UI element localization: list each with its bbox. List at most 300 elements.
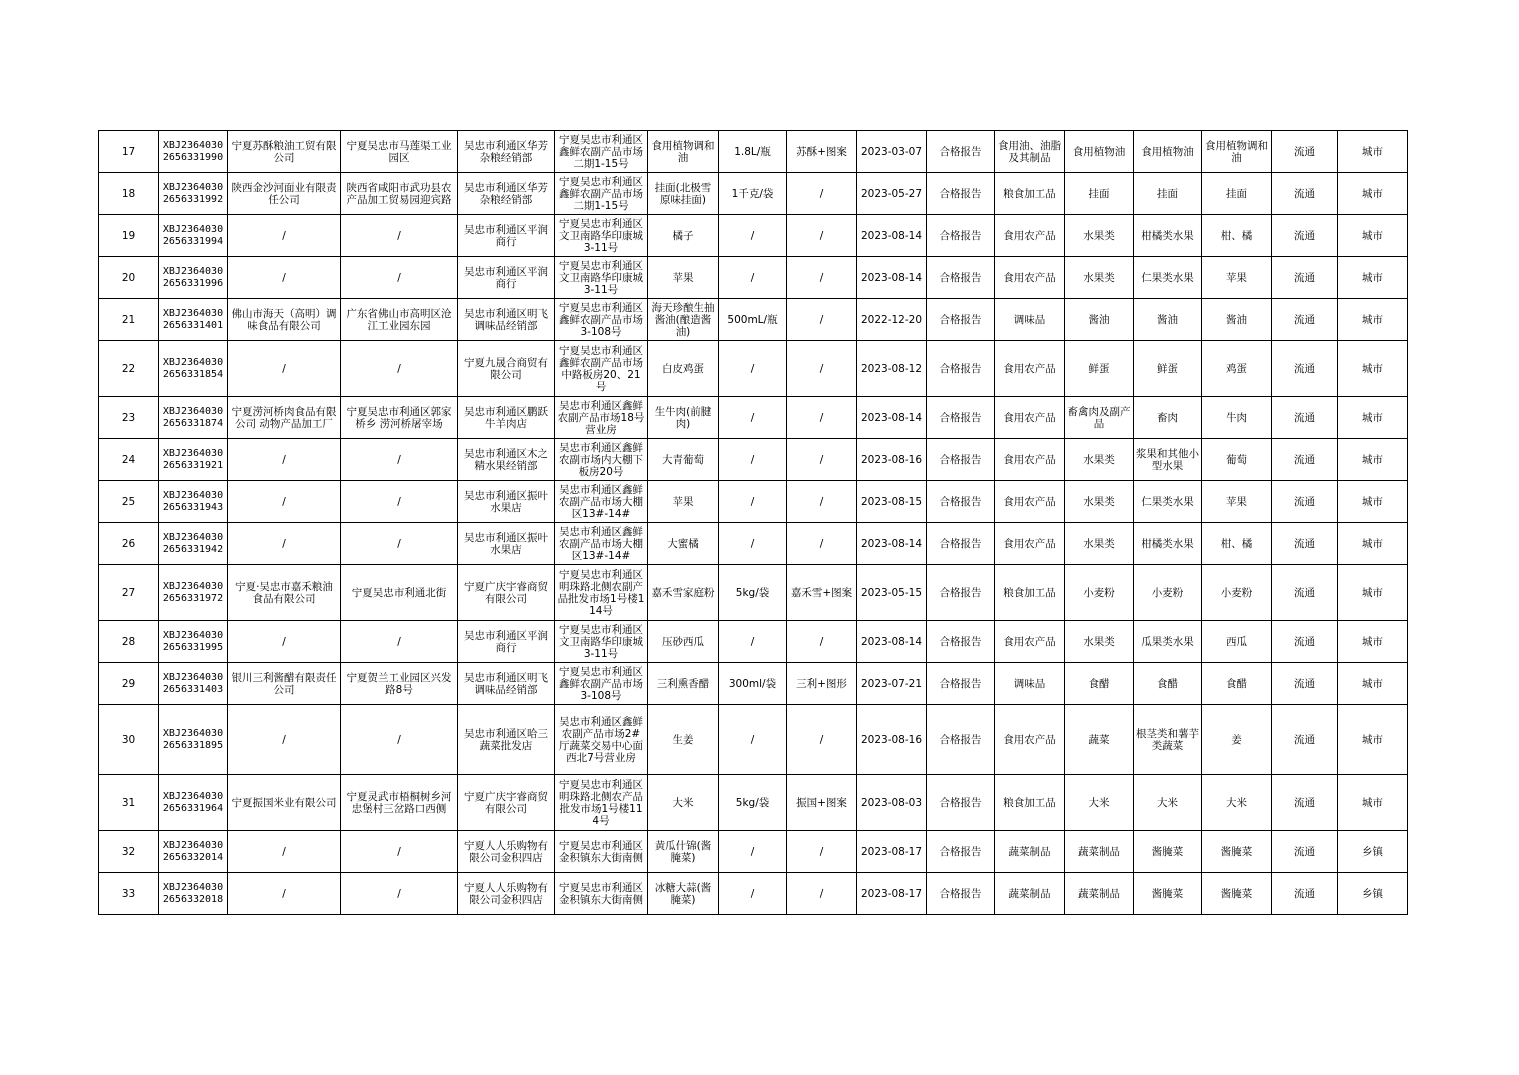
result-cell: 合格报告 <box>927 873 995 915</box>
result-cell: 合格报告 <box>927 257 995 299</box>
row-number-cell: 17 <box>99 131 159 173</box>
area-type-cell: 城市 <box>1338 341 1408 397</box>
area-type-cell: 城市 <box>1338 621 1408 663</box>
seller-address-cell: 宁夏吴忠市利通区鑫鲜农副产品市场二期1-15号 <box>555 173 648 215</box>
result-cell: 合格报告 <box>927 565 995 621</box>
result-cell: 合格报告 <box>927 439 995 481</box>
seller-name-cell: 吴忠市利通区平润商行 <box>458 257 555 299</box>
production-date-cell: 2023-07-21 <box>857 663 927 705</box>
brand-cell: / <box>787 397 857 439</box>
production-date-cell: 2023-08-12 <box>857 341 927 397</box>
sample-code-cell: XBJ2364030 2656332014 <box>159 831 228 873</box>
area-type-cell: 城市 <box>1338 173 1408 215</box>
sampling-link-cell: 流通 <box>1272 705 1338 775</box>
seller-name-cell: 吴忠市利通区木之精水果经销部 <box>458 439 555 481</box>
result-cell: 合格报告 <box>927 481 995 523</box>
producer-address-cell: / <box>341 439 458 481</box>
category-l2-cell: 酱油 <box>1065 299 1134 341</box>
row-number-cell: 21 <box>99 299 159 341</box>
sampling-link-cell: 流通 <box>1272 341 1338 397</box>
category-l4-cell: 酱腌菜 <box>1202 831 1272 873</box>
category-l2-cell: 水果类 <box>1065 215 1134 257</box>
producer-address-cell: 宁夏吴忠市利通北街 <box>341 565 458 621</box>
producer-name-cell: / <box>228 621 341 663</box>
category-l1-cell: 食用农产品 <box>995 215 1065 257</box>
sample-code-cell: XBJ2364030 2656331996 <box>159 257 228 299</box>
producer-name-cell: / <box>228 831 341 873</box>
category-l1-cell: 食用农产品 <box>995 705 1065 775</box>
seller-name-cell: 吴忠市利通区鹏跃牛羊肉店 <box>458 397 555 439</box>
production-date-cell: 2023-08-14 <box>857 397 927 439</box>
product-name-cell: 冰糖大蒜(酱腌菜) <box>648 873 719 915</box>
result-cell: 合格报告 <box>927 299 995 341</box>
brand-cell: / <box>787 341 857 397</box>
sampling-link-cell: 流通 <box>1272 299 1338 341</box>
result-cell: 合格报告 <box>927 215 995 257</box>
category-l4-cell: 小麦粉 <box>1202 565 1272 621</box>
category-l3-cell: 酱腌菜 <box>1134 831 1202 873</box>
product-name-cell: 海天珍酿生抽酱油(酿造酱油) <box>648 299 719 341</box>
producer-address-cell: / <box>341 621 458 663</box>
sample-code-cell: XBJ2364030 2656331990 <box>159 131 228 173</box>
sample-code-cell: XBJ2364030 2656331964 <box>159 775 228 831</box>
table-row <box>99 173 1408 215</box>
table-row <box>99 397 1408 439</box>
area-type-cell: 城市 <box>1338 565 1408 621</box>
sampling-link-cell: 流通 <box>1272 173 1338 215</box>
category-l4-cell: 牛肉 <box>1202 397 1272 439</box>
producer-address-cell: / <box>341 257 458 299</box>
row-number-cell: 26 <box>99 523 159 565</box>
category-l4-cell: 西瓜 <box>1202 621 1272 663</box>
brand-cell: / <box>787 257 857 299</box>
seller-name-cell: 吴忠市利通区哈三蔬菜批发店 <box>458 705 555 775</box>
category-l4-cell: 葡萄 <box>1202 439 1272 481</box>
brand-cell: / <box>787 299 857 341</box>
row-number-cell: 31 <box>99 775 159 831</box>
category-l2-cell: 水果类 <box>1065 523 1134 565</box>
table-row <box>99 523 1408 565</box>
table-row <box>99 481 1408 523</box>
seller-address-cell: 宁夏吴忠市利通区鑫鲜农副产品市场3-108号 <box>555 299 648 341</box>
product-name-cell: 白皮鸡蛋 <box>648 341 719 397</box>
table-row <box>99 565 1408 621</box>
production-date-cell: 2023-05-15 <box>857 565 927 621</box>
brand-cell: 苏酥+图案 <box>787 131 857 173</box>
area-type-cell: 城市 <box>1338 663 1408 705</box>
production-date-cell: 2022-12-20 <box>857 299 927 341</box>
product-name-cell: 生牛肉(前腱肉) <box>648 397 719 439</box>
area-type-cell: 城市 <box>1338 131 1408 173</box>
producer-address-cell: / <box>341 341 458 397</box>
product-name-cell: 嘉禾雪家庭粉 <box>648 565 719 621</box>
brand-cell: 三利+图形 <box>787 663 857 705</box>
category-l3-cell: 酱腌菜 <box>1134 873 1202 915</box>
category-l3-cell: 挂面 <box>1134 173 1202 215</box>
producer-address-cell: 陕西省咸阳市武功县农产品加工贸易园迎宾路 <box>341 173 458 215</box>
category-l3-cell: 根茎类和薯芋类蔬菜 <box>1134 705 1202 775</box>
production-date-cell: 2023-08-15 <box>857 481 927 523</box>
seller-address-cell: 吴忠市利通区鑫鲜农副产品市场大棚区13#-14# <box>555 523 648 565</box>
sample-code-cell: XBJ2364030 2656331943 <box>159 481 228 523</box>
sampling-link-cell: 流通 <box>1272 831 1338 873</box>
producer-name-cell: 佛山市海天（高明）调味食品有限公司 <box>228 299 341 341</box>
result-cell: 合格报告 <box>927 663 995 705</box>
producer-name-cell: 陕西金沙河面业有限责任公司 <box>228 173 341 215</box>
category-l4-cell: 挂面 <box>1202 173 1272 215</box>
specification-cell: / <box>719 215 787 257</box>
product-name-cell: 食用植物调和油 <box>648 131 719 173</box>
row-number-cell: 33 <box>99 873 159 915</box>
area-type-cell: 城市 <box>1338 299 1408 341</box>
production-date-cell: 2023-08-16 <box>857 705 927 775</box>
category-l3-cell: 食醋 <box>1134 663 1202 705</box>
area-type-cell: 城市 <box>1338 215 1408 257</box>
category-l3-cell: 食用植物油 <box>1134 131 1202 173</box>
brand-cell: / <box>787 173 857 215</box>
seller-address-cell: 宁夏吴忠市利通区文卫南路华印康城3-11号 <box>555 621 648 663</box>
producer-name-cell: / <box>228 215 341 257</box>
category-l1-cell: 食用农产品 <box>995 621 1065 663</box>
table-row <box>99 131 1408 173</box>
production-date-cell: 2023-08-17 <box>857 831 927 873</box>
table-row <box>99 775 1408 831</box>
production-date-cell: 2023-08-14 <box>857 523 927 565</box>
sampling-link-cell: 流通 <box>1272 775 1338 831</box>
category-l3-cell: 仁果类水果 <box>1134 257 1202 299</box>
seller-name-cell: 吴忠市利通区明飞调味品经销部 <box>458 663 555 705</box>
table-row <box>99 705 1408 775</box>
specification-cell: / <box>719 523 787 565</box>
sampling-link-cell: 流通 <box>1272 257 1338 299</box>
category-l3-cell: 酱油 <box>1134 299 1202 341</box>
category-l2-cell: 蔬菜制品 <box>1065 873 1134 915</box>
production-date-cell: 2023-08-14 <box>857 621 927 663</box>
producer-name-cell: / <box>228 341 341 397</box>
brand-cell: / <box>787 523 857 565</box>
sampling-link-cell: 流通 <box>1272 131 1338 173</box>
category-l2-cell: 水果类 <box>1065 257 1134 299</box>
specification-cell: / <box>719 341 787 397</box>
row-number-cell: 28 <box>99 621 159 663</box>
seller-address-cell: 宁夏吴忠市利通区明珠路北侧农副产品批发市场1号楼114号 <box>555 565 648 621</box>
sampling-results-table <box>98 130 1408 915</box>
area-type-cell: 城市 <box>1338 481 1408 523</box>
result-cell: 合格报告 <box>927 621 995 663</box>
category-l3-cell: 鲜蛋 <box>1134 341 1202 397</box>
category-l2-cell: 挂面 <box>1065 173 1134 215</box>
category-l3-cell: 瓜果类水果 <box>1134 621 1202 663</box>
category-l2-cell: 蔬菜制品 <box>1065 831 1134 873</box>
seller-name-cell: 吴忠市利通区平润商行 <box>458 621 555 663</box>
category-l2-cell: 鲜蛋 <box>1065 341 1134 397</box>
category-l3-cell: 浆果和其他小型水果 <box>1134 439 1202 481</box>
category-l1-cell: 蔬菜制品 <box>995 831 1065 873</box>
table-row <box>99 341 1408 397</box>
category-l2-cell: 食用植物油 <box>1065 131 1134 173</box>
result-cell: 合格报告 <box>927 131 995 173</box>
product-name-cell: 苹果 <box>648 257 719 299</box>
product-name-cell: 苹果 <box>648 481 719 523</box>
category-l1-cell: 粮食加工品 <box>995 775 1065 831</box>
category-l2-cell: 大米 <box>1065 775 1134 831</box>
table-row <box>99 439 1408 481</box>
sampling-link-cell: 流通 <box>1272 215 1338 257</box>
category-l4-cell: 食醋 <box>1202 663 1272 705</box>
seller-address-cell: 吴忠市利通区鑫鲜农副市场内大棚下板房20号 <box>555 439 648 481</box>
category-l1-cell: 食用农产品 <box>995 257 1065 299</box>
specification-cell: / <box>719 831 787 873</box>
sample-code-cell: XBJ2364030 2656331994 <box>159 215 228 257</box>
product-name-cell: 压砂西瓜 <box>648 621 719 663</box>
specification-cell: / <box>719 257 787 299</box>
row-number-cell: 23 <box>99 397 159 439</box>
category-l1-cell: 食用农产品 <box>995 397 1065 439</box>
category-l2-cell: 畜禽肉及副产品 <box>1065 397 1134 439</box>
producer-address-cell: 宁夏吴忠市利通区郭家桥乡 涝河桥屠宰场 <box>341 397 458 439</box>
sampling-link-cell: 流通 <box>1272 523 1338 565</box>
seller-name-cell: 吴忠市利通区华芳杂粮经销部 <box>458 173 555 215</box>
production-date-cell: 2023-05-27 <box>857 173 927 215</box>
product-name-cell: 大青葡萄 <box>648 439 719 481</box>
table-row <box>99 663 1408 705</box>
category-l1-cell: 食用农产品 <box>995 481 1065 523</box>
row-number-cell: 19 <box>99 215 159 257</box>
category-l2-cell: 蔬菜 <box>1065 705 1134 775</box>
sampling-link-cell: 流通 <box>1272 397 1338 439</box>
sampling-link-cell: 流通 <box>1272 873 1338 915</box>
category-l1-cell: 粮食加工品 <box>995 565 1065 621</box>
seller-name-cell: 宁夏广庆宇睿商贸有限公司 <box>458 775 555 831</box>
sample-code-cell: XBJ2364030 2656331895 <box>159 705 228 775</box>
seller-address-cell: 吴忠市利通区鑫鲜农副产品市场18号营业房 <box>555 397 648 439</box>
sampling-link-cell: 流通 <box>1272 621 1338 663</box>
producer-address-cell: / <box>341 873 458 915</box>
producer-name-cell: 宁夏涝河桥肉食品有限公司 动物产品加工厂 <box>228 397 341 439</box>
producer-address-cell: 广东省佛山市高明区沧江工业园东园 <box>341 299 458 341</box>
seller-name-cell: 吴忠市利通区平润商行 <box>458 215 555 257</box>
producer-address-cell: / <box>341 705 458 775</box>
producer-address-cell: / <box>341 215 458 257</box>
producer-name-cell: / <box>228 873 341 915</box>
seller-name-cell: 吴忠市利通区明飞调味品经销部 <box>458 299 555 341</box>
area-type-cell: 城市 <box>1338 257 1408 299</box>
product-name-cell: 挂面(北极雪原味挂面) <box>648 173 719 215</box>
table-row <box>99 621 1408 663</box>
sample-code-cell: XBJ2364030 2656331972 <box>159 565 228 621</box>
category-l4-cell: 大米 <box>1202 775 1272 831</box>
category-l4-cell: 姜 <box>1202 705 1272 775</box>
area-type-cell: 城市 <box>1338 439 1408 481</box>
area-type-cell: 城市 <box>1338 775 1408 831</box>
result-cell: 合格报告 <box>927 397 995 439</box>
category-l1-cell: 粮食加工品 <box>995 173 1065 215</box>
brand-cell: / <box>787 873 857 915</box>
result-cell: 合格报告 <box>927 341 995 397</box>
specification-cell: / <box>719 705 787 775</box>
row-number-cell: 29 <box>99 663 159 705</box>
producer-address-cell: / <box>341 831 458 873</box>
producer-name-cell: 宁夏·吴忠市嘉禾粮油食品有限公司 <box>228 565 341 621</box>
seller-address-cell: 宁夏吴忠市利通区文卫南路华印康城3-11号 <box>555 215 648 257</box>
category-l1-cell: 食用油、油脂及其制品 <box>995 131 1065 173</box>
producer-address-cell: 宁夏贺兰工业园区兴发路8号 <box>341 663 458 705</box>
brand-cell: 嘉禾雪+图案 <box>787 565 857 621</box>
area-type-cell: 乡镇 <box>1338 831 1408 873</box>
seller-address-cell: 吴忠市利通区鑫鲜农副产品市场2#厅蔬菜交易中心面西北7号营业房 <box>555 705 648 775</box>
category-l4-cell: 柑、橘 <box>1202 523 1272 565</box>
producer-name-cell: 宁夏振国米业有限公司 <box>228 775 341 831</box>
seller-address-cell: 吴忠市利通区鑫鲜农副产品市场大棚区13#-14# <box>555 481 648 523</box>
seller-address-cell: 宁夏吴忠市利通区金积镇东大街南侧 <box>555 873 648 915</box>
sample-code-cell: XBJ2364030 2656331942 <box>159 523 228 565</box>
category-l4-cell: 食用植物调和油 <box>1202 131 1272 173</box>
result-cell: 合格报告 <box>927 705 995 775</box>
sample-code-cell: XBJ2364030 2656332018 <box>159 873 228 915</box>
result-cell: 合格报告 <box>927 831 995 873</box>
sample-code-cell: XBJ2364030 2656331921 <box>159 439 228 481</box>
category-l1-cell: 食用农产品 <box>995 439 1065 481</box>
area-type-cell: 城市 <box>1338 397 1408 439</box>
producer-name-cell: 银川三利酱醋有限责任公司 <box>228 663 341 705</box>
area-type-cell: 乡镇 <box>1338 873 1408 915</box>
category-l2-cell: 水果类 <box>1065 481 1134 523</box>
sampling-link-cell: 流通 <box>1272 481 1338 523</box>
category-l3-cell: 畜肉 <box>1134 397 1202 439</box>
specification-cell: 1千克/袋 <box>719 173 787 215</box>
product-name-cell: 生姜 <box>648 705 719 775</box>
seller-name-cell: 吴忠市利通区华芳杂粮经销部 <box>458 131 555 173</box>
row-number-cell: 30 <box>99 705 159 775</box>
producer-name-cell: / <box>228 523 341 565</box>
specification-cell: 5kg/袋 <box>719 775 787 831</box>
producer-address-cell: / <box>341 523 458 565</box>
sample-code-cell: XBJ2364030 2656331854 <box>159 341 228 397</box>
seller-address-cell: 宁夏吴忠市利通区鑫鲜农副产品市场3-108号 <box>555 663 648 705</box>
specification-cell: / <box>719 873 787 915</box>
category-l1-cell: 调味品 <box>995 663 1065 705</box>
brand-cell: / <box>787 481 857 523</box>
category-l1-cell: 蔬菜制品 <box>995 873 1065 915</box>
category-l4-cell: 苹果 <box>1202 481 1272 523</box>
brand-cell: / <box>787 705 857 775</box>
production-date-cell: 2023-08-14 <box>857 257 927 299</box>
area-type-cell: 城市 <box>1338 705 1408 775</box>
producer-name-cell: / <box>228 481 341 523</box>
specification-cell: / <box>719 481 787 523</box>
row-number-cell: 20 <box>99 257 159 299</box>
row-number-cell: 32 <box>99 831 159 873</box>
brand-cell: / <box>787 439 857 481</box>
specification-cell: 1.8L/瓶 <box>719 131 787 173</box>
specification-cell: / <box>719 397 787 439</box>
category-l1-cell: 食用农产品 <box>995 523 1065 565</box>
producer-name-cell: / <box>228 705 341 775</box>
category-l1-cell: 调味品 <box>995 299 1065 341</box>
seller-address-cell: 宁夏吴忠市利通区金积镇东大街南侧 <box>555 831 648 873</box>
category-l4-cell: 苹果 <box>1202 257 1272 299</box>
sample-code-cell: XBJ2364030 2656331874 <box>159 397 228 439</box>
category-l3-cell: 仁果类水果 <box>1134 481 1202 523</box>
specification-cell: 300ml/袋 <box>719 663 787 705</box>
specification-cell: 5kg/袋 <box>719 565 787 621</box>
brand-cell: / <box>787 621 857 663</box>
specification-cell: 500mL/瓶 <box>719 299 787 341</box>
table-row <box>99 215 1408 257</box>
result-cell: 合格报告 <box>927 523 995 565</box>
category-l4-cell: 酱油 <box>1202 299 1272 341</box>
brand-cell: 振国+图案 <box>787 775 857 831</box>
seller-name-cell: 吴忠市利通区振叶水果店 <box>458 481 555 523</box>
seller-name-cell: 宁夏人人乐购物有限公司金积四店 <box>458 873 555 915</box>
category-l2-cell: 小麦粉 <box>1065 565 1134 621</box>
table-row <box>99 257 1408 299</box>
product-name-cell: 橘子 <box>648 215 719 257</box>
sampling-link-cell: 流通 <box>1272 565 1338 621</box>
seller-name-cell: 吴忠市利通区振叶水果店 <box>458 523 555 565</box>
category-l4-cell: 酱腌菜 <box>1202 873 1272 915</box>
row-number-cell: 27 <box>99 565 159 621</box>
category-l4-cell: 柑、橘 <box>1202 215 1272 257</box>
category-l2-cell: 水果类 <box>1065 439 1134 481</box>
sample-code-cell: XBJ2364030 2656331401 <box>159 299 228 341</box>
producer-name-cell: / <box>228 439 341 481</box>
seller-address-cell: 宁夏吴忠市利通区鑫鲜农副产品市场中路板房20、21号 <box>555 341 648 397</box>
row-number-cell: 25 <box>99 481 159 523</box>
row-number-cell: 18 <box>99 173 159 215</box>
production-date-cell: 2023-08-16 <box>857 439 927 481</box>
category-l4-cell: 鸡蛋 <box>1202 341 1272 397</box>
row-number-cell: 24 <box>99 439 159 481</box>
producer-address-cell: 宁夏灵武市梧桐树乡河忠堡村三岔路口西侧 <box>341 775 458 831</box>
category-l2-cell: 水果类 <box>1065 621 1134 663</box>
sample-code-cell: XBJ2364030 2656331995 <box>159 621 228 663</box>
result-cell: 合格报告 <box>927 775 995 831</box>
category-l3-cell: 大米 <box>1134 775 1202 831</box>
table-row <box>99 299 1408 341</box>
seller-name-cell: 宁夏九晟合商贸有限公司 <box>458 341 555 397</box>
production-date-cell: 2023-08-17 <box>857 873 927 915</box>
specification-cell: / <box>719 621 787 663</box>
sample-code-cell: XBJ2364030 2656331992 <box>159 173 228 215</box>
production-date-cell: 2023-03-07 <box>857 131 927 173</box>
specification-cell: / <box>719 439 787 481</box>
producer-name-cell: 宁夏苏酥粮油工贸有限公司 <box>228 131 341 173</box>
product-name-cell: 大蜜橘 <box>648 523 719 565</box>
table-row <box>99 873 1408 915</box>
brand-cell: / <box>787 831 857 873</box>
table-row <box>99 831 1408 873</box>
area-type-cell: 城市 <box>1338 523 1408 565</box>
sampling-link-cell: 流通 <box>1272 439 1338 481</box>
product-name-cell: 黄瓜什锦(酱腌菜) <box>648 831 719 873</box>
seller-address-cell: 宁夏吴忠市利通区鑫鲜农副产品市场二期1-15号 <box>555 131 648 173</box>
seller-name-cell: 宁夏广庆宇睿商贸有限公司 <box>458 565 555 621</box>
category-l3-cell: 小麦粉 <box>1134 565 1202 621</box>
producer-name-cell: / <box>228 257 341 299</box>
category-l2-cell: 食醋 <box>1065 663 1134 705</box>
seller-name-cell: 宁夏人人乐购物有限公司金积四店 <box>458 831 555 873</box>
result-cell: 合格报告 <box>927 173 995 215</box>
sampling-link-cell: 流通 <box>1272 663 1338 705</box>
production-date-cell: 2023-08-14 <box>857 215 927 257</box>
brand-cell: / <box>787 215 857 257</box>
production-date-cell: 2023-08-03 <box>857 775 927 831</box>
producer-address-cell: 宁夏吴忠市马莲渠工业园区 <box>341 131 458 173</box>
sample-code-cell: XBJ2364030 2656331403 <box>159 663 228 705</box>
seller-address-cell: 宁夏吴忠市利通区明珠路北侧农产品批发市场1号楼114号 <box>555 775 648 831</box>
category-l1-cell: 食用农产品 <box>995 341 1065 397</box>
